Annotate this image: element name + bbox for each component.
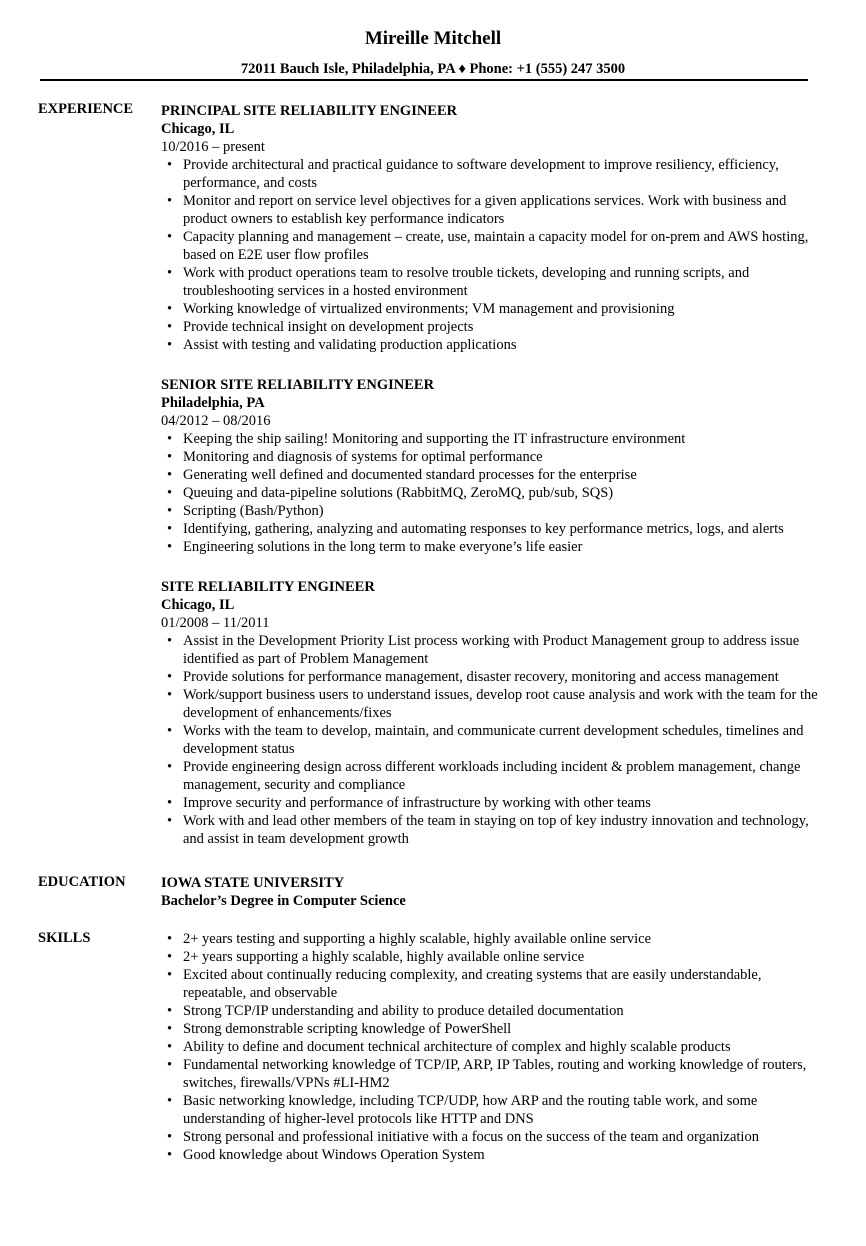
job-location: Philadelphia, PA (161, 395, 265, 411)
list-item: • Basic networking knowledge, including TCP/UDP, how ARP and the routing table work, and some understanding of higher-level protocols like HTTP and DNS (161, 1092, 821, 1128)
skills-bullets (161, 930, 821, 1164)
education-entry (161, 874, 821, 910)
job-title: SENIOR SITE RELIABILITY ENGINEER (161, 377, 435, 393)
job-location: Chicago, IL (161, 121, 235, 137)
list-item: • Works with the team to develop, maintain, and communicate current development schedules, timelines and development status (161, 722, 821, 758)
list-item: • Provide solutions for performance management, disaster recovery, monitoring and access management (161, 668, 821, 686)
job-entry (161, 376, 821, 556)
school-name: IOWA STATE UNIVERSITY (161, 875, 345, 891)
skills-entry (161, 930, 821, 1164)
list-item: • Strong demonstrable scripting knowledge of PowerShell (161, 1020, 821, 1038)
list-item: • Work with and lead other members of the team in staying on top of key industry innovation and technology, and assist in team development growth (161, 812, 821, 848)
list-item: • Fundamental networking knowledge of TCP/IP, ARP, IP Tables, routing and working knowledge of routers, switches, firewalls/VPNs #LI-HM2 (161, 1056, 821, 1092)
job-entry (161, 102, 821, 354)
list-item: • Improve security and performance of infrastructure by working with other teams (161, 794, 821, 812)
candidate-name: Mireille Mitchell (364, 28, 502, 49)
job-location: Chicago, IL (161, 597, 235, 613)
list-item: • 2+ years supporting a highly scalable, highly available online service (161, 948, 821, 966)
job-bullets (161, 632, 821, 848)
list-item: • Provide architectural and practical guidance to software development to improve resiliency, efficiency, performance, and costs (161, 156, 821, 192)
list-item: • Engineering solutions in the long term to make everyone’s life easier (161, 538, 821, 556)
skills-heading: SKILLS (38, 930, 91, 946)
list-item: • Good knowledge about Windows Operation System (161, 1146, 821, 1164)
experience-heading: EXPERIENCE (38, 101, 134, 117)
job-dates: 10/2016 – present (161, 139, 265, 155)
list-item: • Strong TCP/IP understanding and ability to produce detailed documentation (161, 1002, 821, 1020)
job-bullets (161, 430, 821, 556)
job-dates: 04/2012 – 08/2016 (161, 413, 271, 429)
job-title: PRINCIPAL SITE RELIABILITY ENGINEER (161, 103, 458, 119)
list-item: • Assist with testing and validating production applications (161, 336, 821, 354)
contact-line: 72011 Bauch Isle, Philadelphia, PA ♦ Phone: +1 (555) 247 3500 (240, 61, 626, 77)
header-divider (40, 79, 808, 81)
job-dates: 01/2008 – 11/2011 (161, 615, 270, 631)
list-item: • Work/support business users to understand issues, develop root cause analysis and work with the team for the development of enhancements/fixes (161, 686, 821, 722)
list-item: • Identifying, gathering, analyzing and automating responses to key performance metrics, logs, and alerts (161, 520, 821, 538)
job-entry (161, 578, 821, 848)
list-item: • Work with product operations team to resolve trouble tickets, developing and running scripts, and troubleshooting services in a hosted environment (161, 264, 821, 300)
list-item: • Excited about continually reducing complexity, and creating systems that are easily understandable, repeatable, and observable (161, 966, 821, 1002)
list-item: • 2+ years testing and supporting a highly scalable, highly available online service (161, 930, 821, 948)
education-heading: EDUCATION (38, 874, 126, 890)
list-item: • Ability to define and document technical architecture of complex and highly scalable products (161, 1038, 821, 1056)
list-item: • Queuing and data-pipeline solutions (RabbitMQ, ZeroMQ, pub/sub, SQS) (161, 484, 821, 502)
job-title: SITE RELIABILITY ENGINEER (161, 579, 375, 595)
list-item: • Generating well defined and documented standard processes for the enterprise (161, 466, 821, 484)
list-item: • Provide engineering design across different workloads including incident & problem management, change management, security and compliance (161, 758, 821, 794)
list-item: • Provide technical insight on development projects (161, 318, 821, 336)
list-item: • Monitoring and diagnosis of systems for optimal performance (161, 448, 821, 466)
list-item: • Assist in the Development Priority List process working with Product Management group to address issue identified as part of Problem Management (161, 632, 821, 668)
list-item: • Monitor and report on service level objectives for a given applications services. Work with business and product owners to establish key performance indicators (161, 192, 821, 228)
list-item: • Keeping the ship sailing! Monitoring and supporting the IT infrastructure environment (161, 430, 821, 448)
list-item: • Capacity planning and management – create, use, maintain a capacity model for on-prem and AWS hosting, based on E2E user flow profiles (161, 228, 821, 264)
job-bullets (161, 156, 821, 354)
list-item: • Working knowledge of virtualized environments; VM management and provisioning (161, 300, 821, 318)
degree: Bachelor’s Degree in Computer Science (161, 893, 406, 909)
list-item: • Strong personal and professional initiative with a focus on the success of the team and organization (161, 1128, 821, 1146)
list-item: • Scripting (Bash/Python) (161, 502, 821, 520)
